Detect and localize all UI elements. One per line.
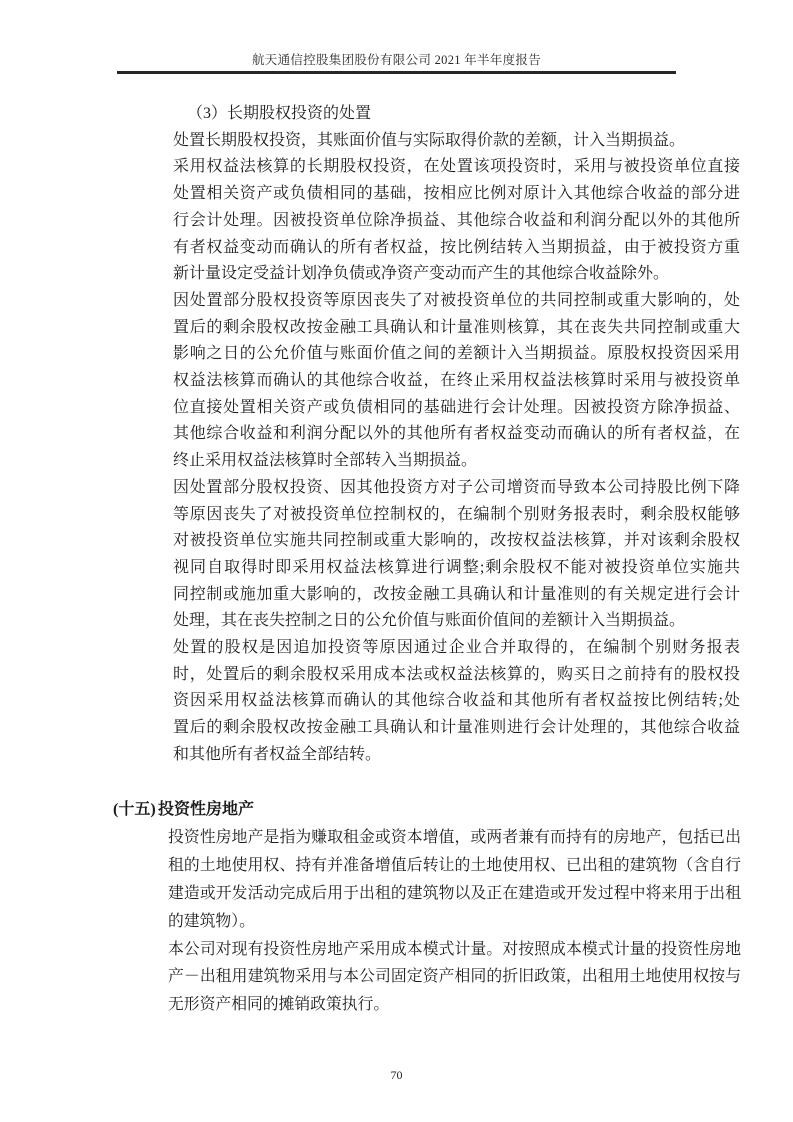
section-heading	[113, 796, 741, 824]
text-line: 权益法核算而确认的其他综合收益，在终止采用权益法核算时采用与被投资单	[173, 372, 740, 390]
text-line: 处置长期股权投资，其账面价值与实际取得价款的差额，计入当期损益。	[173, 131, 686, 149]
text-line: 行会计处理。因被投资单位除净损益、其他综合收益和利润分配以外的其他所	[173, 211, 740, 229]
text-line: 新计量设定受益计划净负债或净资产变动而产生的其他综合收益除外。	[173, 265, 670, 283]
paragraph	[173, 288, 740, 475]
text-line: 置后的剩余股权改按金融工具确认和计量准则进行会计处理的，其他综合收益	[173, 719, 740, 737]
text-line: 位直接处置相关资产或负债相同的基础进行会计处理。因被投资方除净损益、	[173, 398, 740, 416]
text-line: 处置的股权是因追加投资等原因通过企业合并取得的，在编制个别财务报表	[173, 639, 740, 657]
text-line: 有者权益变动而确认的所有者权益，按比例结转入当期损益，由于被投资方重	[173, 238, 740, 256]
text-line: 影响之日的公允价值与账面价值之间的差额计入当期损益。原股权投资因采用	[173, 345, 740, 363]
text-line: 对被投资单位实施共同控制或重大影响的，改按权益法核算，并对该剩余股权	[173, 532, 740, 550]
header-divider	[117, 71, 676, 74]
text-line: 置后的剩余股权改按金融工具确认和计量准则核算，其在丧失共同控制或重大	[173, 318, 740, 336]
text-line: 因处置部分股权投资、因其他投资方对子公司增资而导致本公司持股比例下降	[173, 478, 740, 496]
text-line: 其他综合收益和利润分配以外的其他所有者权益变动而确认的所有者权益，在	[173, 425, 740, 443]
text-line: 本公司对现有投资性房地产采用成本模式计量。对按照成本模式计量的投资性房地	[168, 940, 741, 958]
text-line: 等原因丧失了对被投资单位控制权的，在编制个别财务报表时，剩余股权能够	[173, 505, 740, 523]
paragraph	[168, 936, 741, 1020]
text-line: 同控制或施加重大影响的，改按金融工具确认和计量准则的有关规定进行会计	[173, 585, 740, 603]
text-line: 因处置部分股权投资等原因丧失了对被投资单位的共同控制或重大影响的，处	[173, 291, 740, 309]
section-number: (十五)	[113, 801, 156, 818]
page-number: 70	[390, 1068, 403, 1082]
text-line: 处置相关资产或负债相同的基础，按相应比例对原计入其他综合收益的部分进	[173, 185, 740, 203]
text-line: 终止采用权益法核算时全部转入当期损益。	[173, 452, 478, 470]
section-body	[168, 824, 741, 1019]
text-line: 处理，其在丧失控制之日的公允价值与账面价值间的差额计入当期损益。	[173, 612, 686, 630]
text-line: 建造或开发活动完成后用于出租的建筑物以及正在建造或开发过程中将来用于出租	[168, 884, 741, 902]
text-line: 时，处置后的剩余股权采用成本法或权益法核算的，购买日之前持有的股权投	[173, 665, 740, 683]
text-line: 资因采用权益法核算而确认的其他综合收益和其他所有者权益按比例结转;处	[173, 692, 740, 710]
paragraph	[173, 475, 740, 635]
section-investment-property	[113, 796, 741, 1019]
page-footer	[0, 1068, 793, 1083]
header-title: 航天通信控股集团股份有限公司 2021 年半年度报告	[251, 53, 542, 67]
text-line: 采用权益法核算的长期股权投资，在处置该项投资时，采用与被投资单位直接	[173, 158, 740, 176]
paragraph	[173, 635, 740, 769]
text-line: 的建筑物）。	[168, 912, 255, 930]
text-line: 无形资产相同的摊销政策执行。	[168, 996, 390, 1014]
text-line: 投资性房地产是指为赚取租金或资本增值，或两者兼有而持有的房地产，包括已出	[168, 828, 741, 846]
text-line: 和其他所有者权益全部结转。	[173, 745, 382, 763]
text-line: 租的土地使用权、持有并准备增值后转让的土地使用权、已出租的建筑物（含自行	[168, 856, 741, 874]
paragraph	[173, 154, 740, 288]
paragraph	[168, 824, 741, 936]
section-title: 投资性房地产	[158, 801, 255, 818]
subsection-heading: （3）长期股权投资的处置	[187, 105, 372, 122]
text-line: 产－出租用建筑物采用与本公司固定资产相同的折旧政策，出租用土地使用权按与	[168, 968, 741, 986]
text-line: 视同自取得时即采用权益法核算进行调整;剩余股权不能对被投资单位实施共	[173, 558, 740, 576]
section-long-term-equity-disposal	[173, 101, 740, 769]
paragraph	[173, 128, 740, 155]
